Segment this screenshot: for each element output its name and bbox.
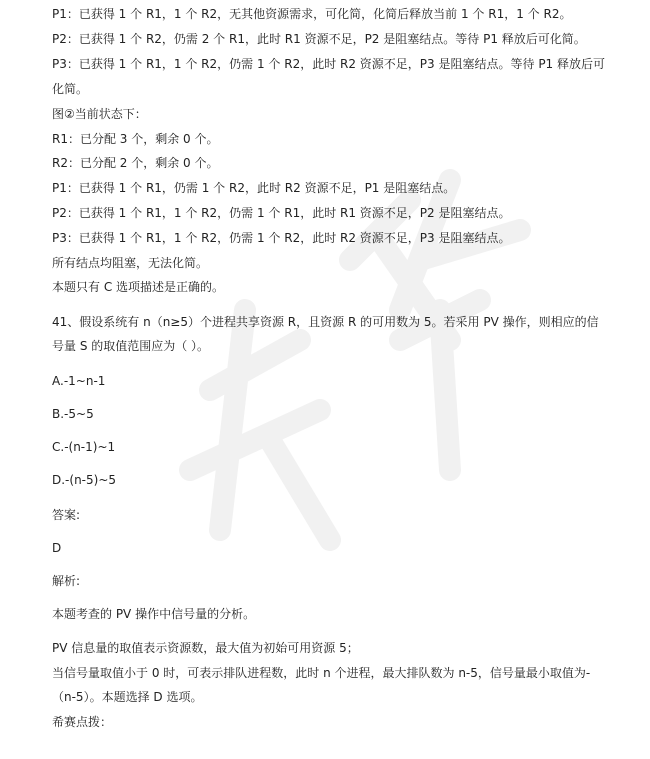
tips-label: 希赛点拨： — [52, 715, 113, 729]
text-line: P3：已获得 1 个 R1，1 个 R2，仍需 1 个 R2，此时 R2 资源不足，P3 是阻塞结点。 — [52, 231, 511, 245]
text-line: P2：已获得 1 个 R2，仍需 2 个 R1，此时 R1 资源不足，P2 是阻塞结点。等待 P1 释放后可化简。 — [52, 32, 586, 46]
text-line: P1：已获得 1 个 R1，仍需 1 个 R2，此时 R2 资源不足，P1 是阻塞结点。 — [52, 181, 456, 195]
answer-value: D — [52, 541, 62, 555]
analysis-text: 本题考查的 PV 操作中信号量的分析。 — [52, 607, 256, 621]
option-c: C.-(n-1)~1 — [52, 440, 116, 454]
text-line: 所有结点均阻塞，无法化简。 — [52, 256, 209, 270]
option-b: B.-5~5 — [52, 407, 94, 421]
analysis-text: PV 信息量的取值表示资源数，最大值为初始可用资源 5； — [52, 641, 359, 655]
text-line: P3：已获得 1 个 R1，1 个 R2，仍需 1 个 R2，此时 R2 资源不足，P3 是阻塞结点。等待 P1 释放后可 — [52, 57, 605, 71]
text-line: 化简。 — [52, 82, 89, 96]
option-a: A.-1~n-1 — [52, 374, 106, 388]
question-text: 41、假设系统有 n（n≥5）个进程共享资源 R，且资源 R 的可用数为 5。若采用 PV 操作，则相应的信 — [52, 315, 599, 329]
option-d: D.-(n-5)~5 — [52, 473, 117, 487]
analysis-text: （n-5）。本题选择 D 选项。 — [52, 690, 203, 704]
answer-label: 答案: — [52, 508, 81, 522]
section-heading: 图②当前状态下： — [52, 107, 147, 121]
analysis-label: 解析: — [52, 574, 81, 588]
analysis-text: 当信号量取值小于 0 时，可表示排队进程数，此时 n 个进程，最大排队数为 n-5，信号量最小取值为- — [52, 666, 591, 680]
question-text: 号量 S 的取值范围应为（ ）。 — [52, 339, 210, 353]
text-line: R1：已分配 3 个，剩余 0 个。 — [52, 132, 219, 146]
text-line: 本题只有 C 选项描述是正确的。 — [52, 280, 225, 294]
text-line: R2：已分配 2 个，剩余 0 个。 — [52, 156, 219, 170]
text-line: P1：已获得 1 个 R1，1 个 R2，无其他资源需求，可化简，化简后释放当前 1 个 R1，1 个 R2。 — [52, 7, 572, 21]
text-line: P2：已获得 1 个 R1，1 个 R2，仍需 1 个 R1，此时 R1 资源不足，P2 是阻塞结点。 — [52, 206, 511, 220]
